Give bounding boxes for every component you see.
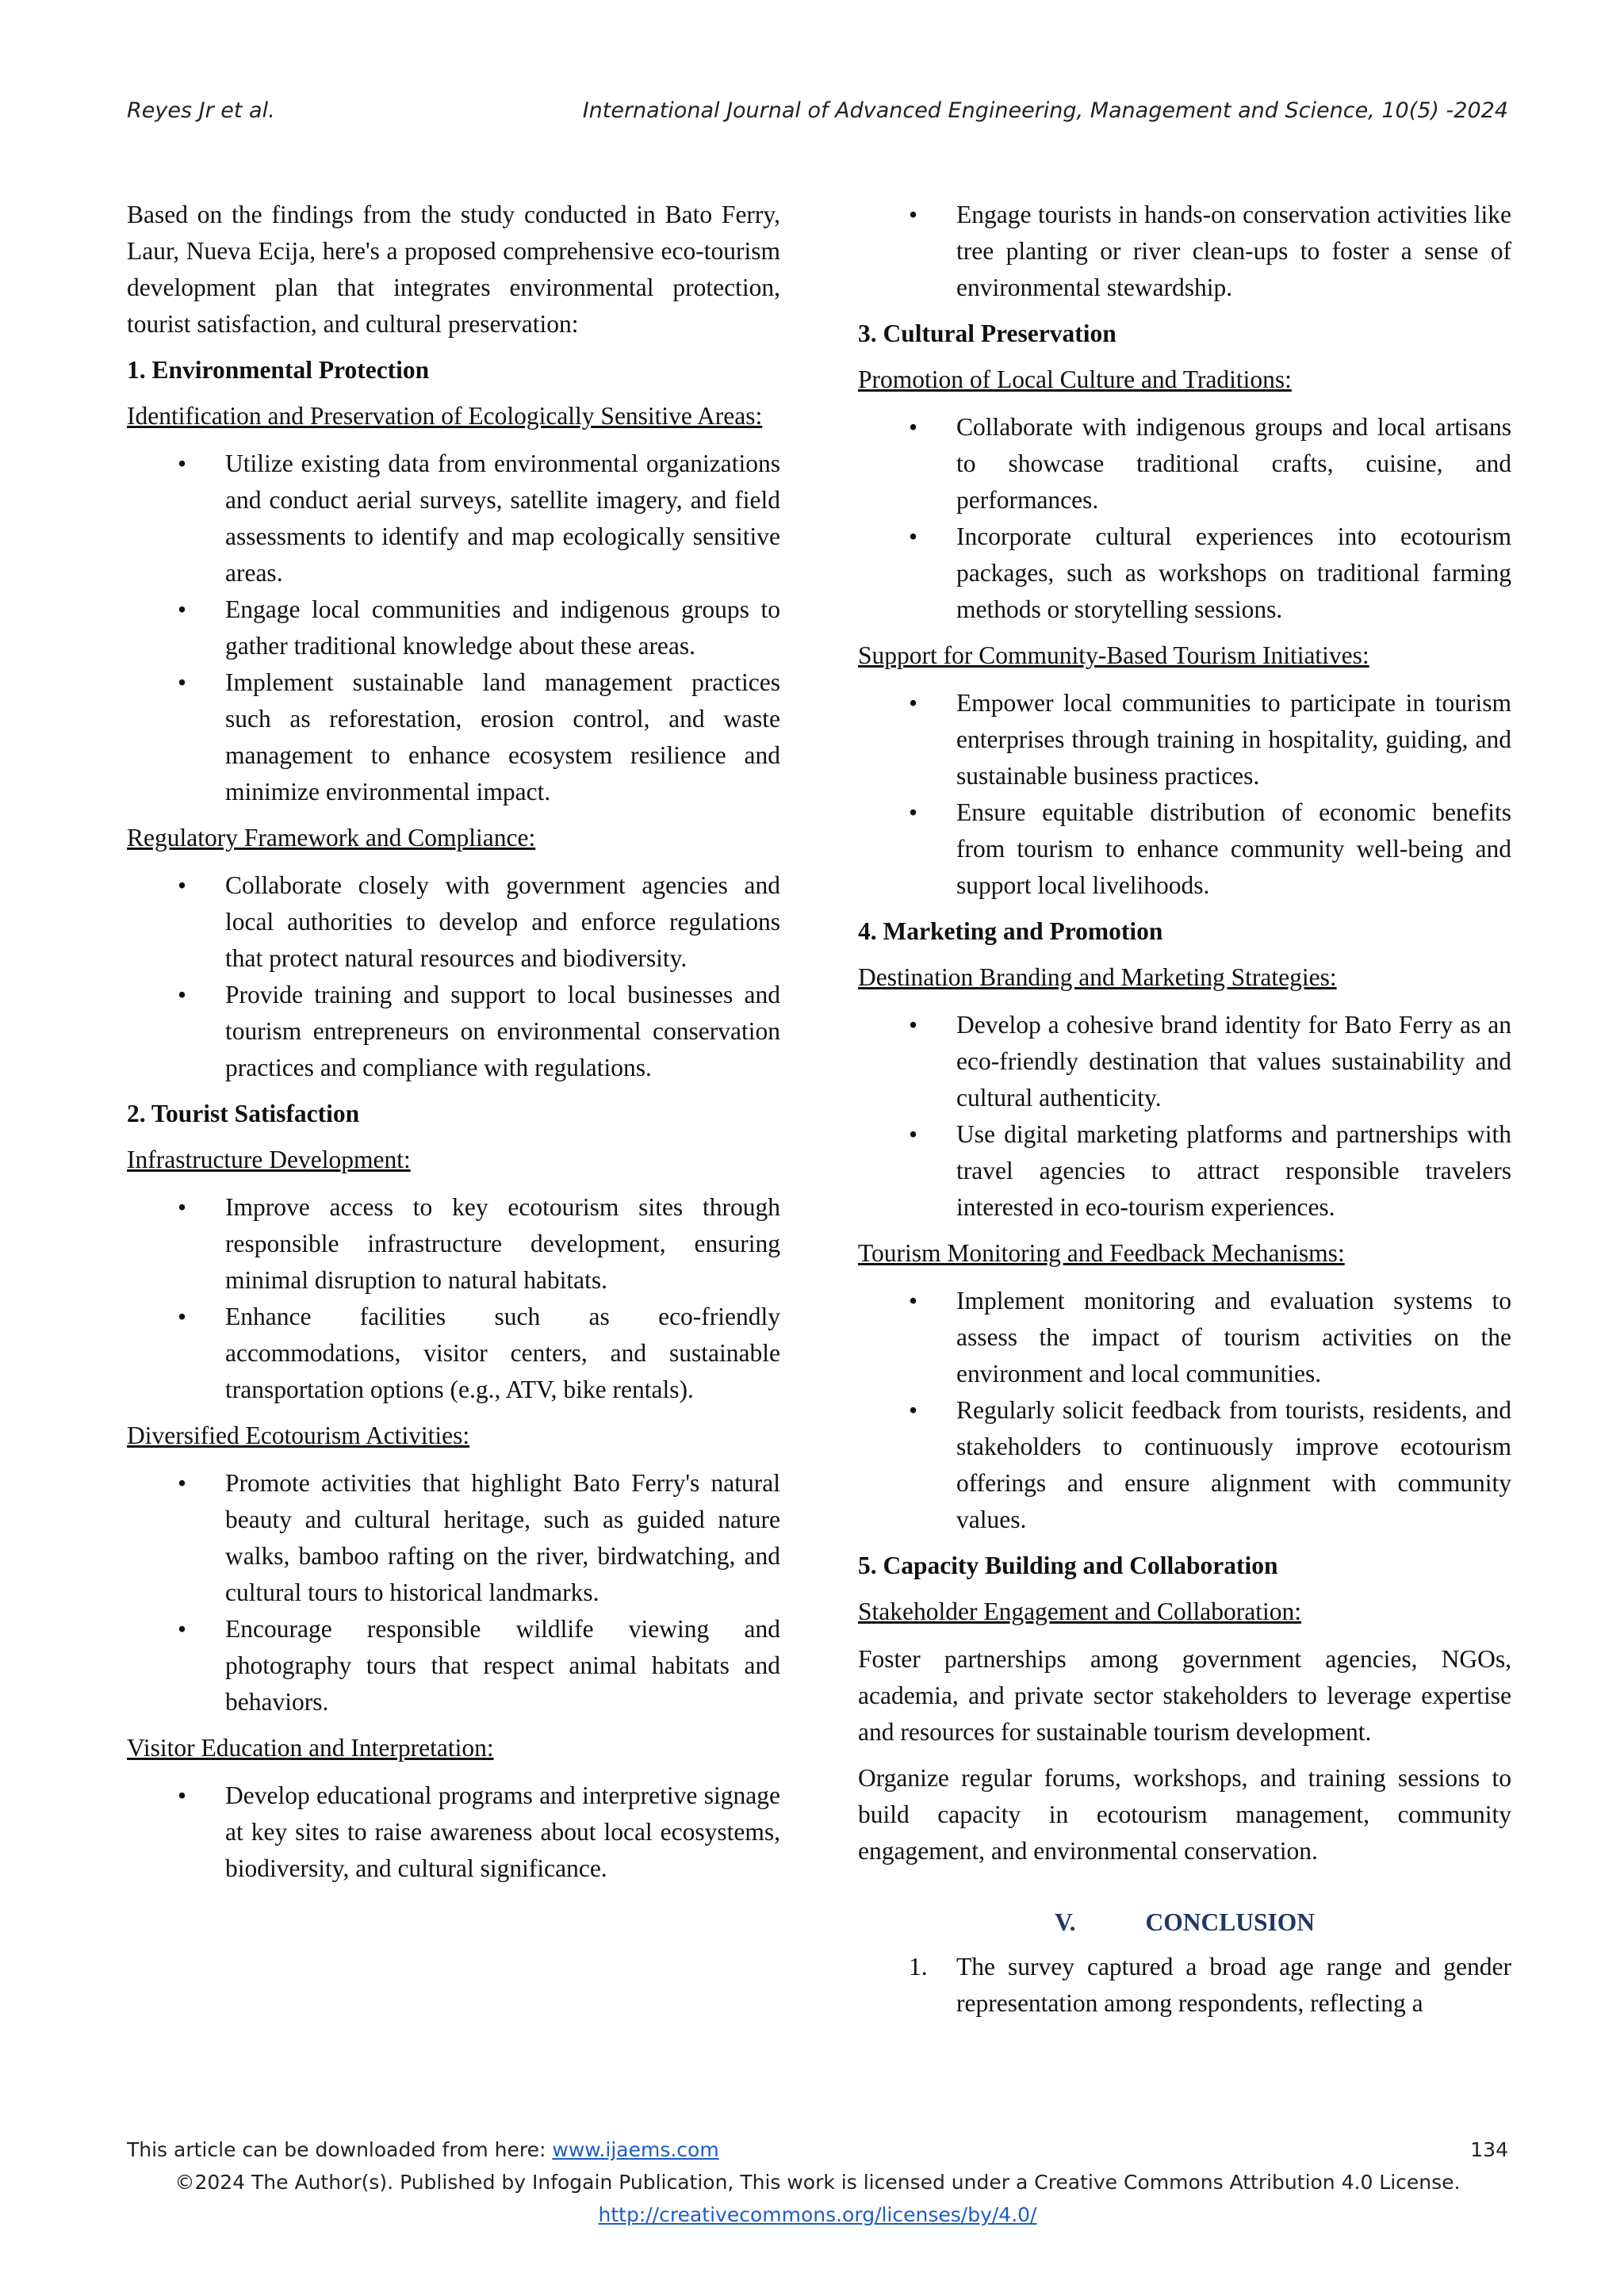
- subheading-ecotourism-activities: Diversified Ecotourism Activities:: [127, 1422, 470, 1449]
- journal-website-link[interactable]: www.ijaems.com: [552, 2138, 719, 2161]
- paragraph-forums: Organize regular forums, workshops, and training sessions to build capacity in ecotourism management, community engagement, and environmental conservation.: [858, 1764, 1511, 1865]
- page-number: 134: [1470, 2138, 1508, 2161]
- list-item-text: Regularly solicit feedback from tourists, residents, and stakeholders to continuously improve ecotourism offerings and ensure alignment with community values.: [956, 1396, 1511, 1533]
- bullet-icon: •: [909, 522, 918, 550]
- list-item: [127, 977, 780, 1086]
- list-item: [858, 197, 1511, 306]
- bullet-icon: •: [178, 1193, 187, 1221]
- subheading-community-tourism: Support for Community-Based Tourism Initiatives:: [858, 641, 1369, 669]
- subheading-sensitive-areas: Identification and Preservation of Ecologically Sensitive Areas:: [127, 402, 763, 430]
- section-heading-capacity-building: 5. Capacity Building and Collaboration: [858, 1552, 1278, 1579]
- bullet-list: [858, 685, 1511, 904]
- list-item-text: Engage tourists in hands-on conservation activities like tree planting or river clean-ups to foster a sense of environmental stewardship.: [956, 201, 1511, 301]
- list-item: [127, 664, 780, 810]
- list-item-text: Utilize existing data from environmental organizations and conduct aerial surveys, satellite imagery, and field assessments to identify and map ecologically sensitive areas.: [225, 450, 780, 587]
- right-column: [858, 197, 1511, 2022]
- bullet-list: [858, 1283, 1511, 1538]
- bullet-icon: •: [178, 450, 187, 477]
- footer-download-line: [127, 2138, 1508, 2161]
- intro-paragraph: Based on the findings from the study conducted in Bato Ferry, Laur, Nueva Ecija, here's a proposed comprehensive eco-tourism development plan that integrates environmental protection, tourist satisfaction, and cultural preservation:: [127, 201, 780, 338]
- list-item-text: Encourage responsible wildlife viewing and photography tours that respect animal habitats and behaviors.: [225, 1615, 780, 1716]
- list-item: [858, 1392, 1511, 1538]
- list-item-text: Develop a cohesive brand identity for Bato Ferry as an eco-friendly destination that values sustainability and cultural authenticity.: [956, 1011, 1511, 1112]
- footer-license-text: ©2024 The Author(s). Published by Infogain Publication, This work is licensed under a Creative Commons Attribution 4.0 License.: [174, 2171, 1461, 2194]
- paragraph-partnerships: Foster partnerships among government agencies, NGOs, academia, and private sector stakeholders to leverage expertise and resources for sustainable tourism development.: [858, 1645, 1511, 1746]
- bullet-list: [858, 1007, 1511, 1226]
- subheading-visitor-education: Visitor Education and Interpretation:: [127, 1734, 494, 1762]
- list-item: [127, 591, 780, 664]
- subheading-stakeholder-engagement: Stakeholder Engagement and Collaboration:: [858, 1598, 1301, 1625]
- bullet-icon: •: [178, 1781, 187, 1809]
- bullet-icon: •: [178, 981, 187, 1008]
- bullet-list: [858, 409, 1511, 628]
- section-heading-cultural-preservation: 3. Cultural Preservation: [858, 320, 1116, 347]
- list-item-text: Provide training and support to local businesses and tourism entrepreneurs on environmental conservation practices and compliance with regulations.: [225, 981, 780, 1081]
- list-item: [127, 446, 780, 591]
- list-item: [858, 1949, 1511, 2022]
- list-item-text: Promote activities that highlight Bato Ferry's natural beauty and cultural heritage, such as guided nature walks, bamboo rafting on the river, birdwatching, and cultural tours to historical landmarks.: [225, 1469, 780, 1606]
- bullet-icon: •: [909, 1396, 918, 1424]
- section-heading-conclusion: [858, 1904, 1511, 1941]
- list-item-text: Improve access to key ecotourism sites through responsible infrastructure development, ensuring minimal disruption to natural habitats.: [225, 1193, 780, 1294]
- footer-license-line: [127, 2203, 1508, 2226]
- header-journal-title: International Journal of Advanced Engineering, Management and Science, 10(5) -2024: [582, 98, 1508, 123]
- conclusion-section-number: V.: [1054, 1908, 1076, 1936]
- bullet-list: [127, 446, 780, 810]
- section-heading-marketing: 4. Marketing and Promotion: [858, 917, 1163, 945]
- list-item-text: Collaborate closely with government agencies and local authorities to develop and enforce regulations that protect natural resources and biodiversity.: [225, 871, 780, 972]
- list-item-text: Ensure equitable distribution of economic benefits from tourism to enhance community well-being and support local livelihoods.: [956, 798, 1511, 899]
- bullet-icon: •: [178, 595, 187, 623]
- list-item-text: Implement sustainable land management practices such as reforestation, erosion control, and waste management to enhance ecosystem resilience and minimize environmental impact.: [225, 668, 780, 806]
- bullet-icon: •: [178, 1303, 187, 1330]
- list-item-text: Enhance facilities such as eco-friendly accommodations, visitor centers, and sustainable transportation options (e.g., ATV, bike rentals).: [225, 1303, 780, 1403]
- list-item: [858, 1283, 1511, 1392]
- subheading-destination-branding: Destination Branding and Marketing Strategies:: [858, 963, 1337, 991]
- list-item: [127, 1189, 780, 1299]
- footer-download-prefix: This article can be downloaded from here:: [127, 2138, 553, 2161]
- bullet-icon: •: [909, 1011, 918, 1039]
- bullet-icon: •: [178, 1615, 187, 1643]
- bullet-list: [127, 1189, 780, 1408]
- list-item-number: 1.: [909, 1953, 928, 1980]
- list-item: [127, 1611, 780, 1720]
- bullet-icon: •: [178, 1469, 187, 1497]
- list-item-text: Develop educational programs and interpretive signage at key sites to raise awareness about local ecosystems, biodiversity, and cultural significance.: [225, 1781, 780, 1882]
- numbered-list: [858, 1949, 1511, 2022]
- list-item-text: Use digital marketing platforms and partnerships with travel agencies to attract responsible travelers interested in eco-tourism experiences.: [956, 1120, 1511, 1221]
- subheading-infrastructure: Infrastructure Development:: [127, 1146, 411, 1173]
- list-item: [127, 1299, 780, 1408]
- subheading-local-culture: Promotion of Local Culture and Traditions:: [858, 365, 1292, 393]
- list-item-text: Empower local communities to participate in tourism enterprises through training in hospitality, guiding, and sustainable business practices.: [956, 689, 1511, 790]
- list-item-text: The survey captured a broad age range and gender representation among respondents, reflecting a: [956, 1953, 1511, 2017]
- license-url-link[interactable]: http://creativecommons.org/licenses/by/4.0/: [598, 2203, 1037, 2226]
- list-item-text: Collaborate with indigenous groups and local artisans to showcase traditional crafts, cuisine, and performances.: [956, 413, 1511, 514]
- bullet-icon: •: [909, 798, 918, 826]
- subheading-regulatory-framework: Regulatory Framework and Compliance:: [127, 824, 536, 851]
- bullet-icon: •: [909, 1287, 918, 1314]
- list-item: [858, 685, 1511, 794]
- list-item: [858, 794, 1511, 904]
- list-item-text: Incorporate cultural experiences into ecotourism packages, such as workshops on traditional farming methods or storytelling sessions.: [956, 522, 1511, 623]
- left-column: [127, 197, 780, 1896]
- bullet-list: [127, 867, 780, 1086]
- bullet-icon: •: [178, 668, 187, 696]
- list-item-text: Implement monitoring and evaluation systems to assess the impact of tourism activities on the environment and local communities.: [956, 1287, 1511, 1387]
- list-item: [127, 867, 780, 977]
- conclusion-title: CONCLUSION: [1145, 1908, 1316, 1936]
- bullet-list: [127, 1465, 780, 1720]
- list-item-text: Engage local communities and indigenous groups to gather traditional knowledge about these areas.: [225, 595, 780, 660]
- section-heading-environmental-protection: 1. Environmental Protection: [127, 356, 430, 384]
- section-heading-tourist-satisfaction: 2. Tourist Satisfaction: [127, 1100, 360, 1127]
- bullet-icon: •: [178, 871, 187, 899]
- bullet-list: [858, 197, 1511, 306]
- subheading-tourism-monitoring: Tourism Monitoring and Feedback Mechanisms:: [858, 1239, 1345, 1267]
- list-item: [858, 1007, 1511, 1116]
- list-item: [127, 1777, 780, 1887]
- list-item: [127, 1465, 780, 1611]
- bullet-icon: •: [909, 689, 918, 717]
- bullet-icon: •: [909, 413, 918, 441]
- bullet-icon: •: [909, 201, 918, 228]
- list-item: [858, 409, 1511, 519]
- header-authors: Reyes Jr et al.: [127, 98, 275, 123]
- bullet-list: [127, 1777, 780, 1887]
- bullet-icon: •: [909, 1120, 918, 1148]
- list-item: [858, 519, 1511, 628]
- list-item: [858, 1116, 1511, 1226]
